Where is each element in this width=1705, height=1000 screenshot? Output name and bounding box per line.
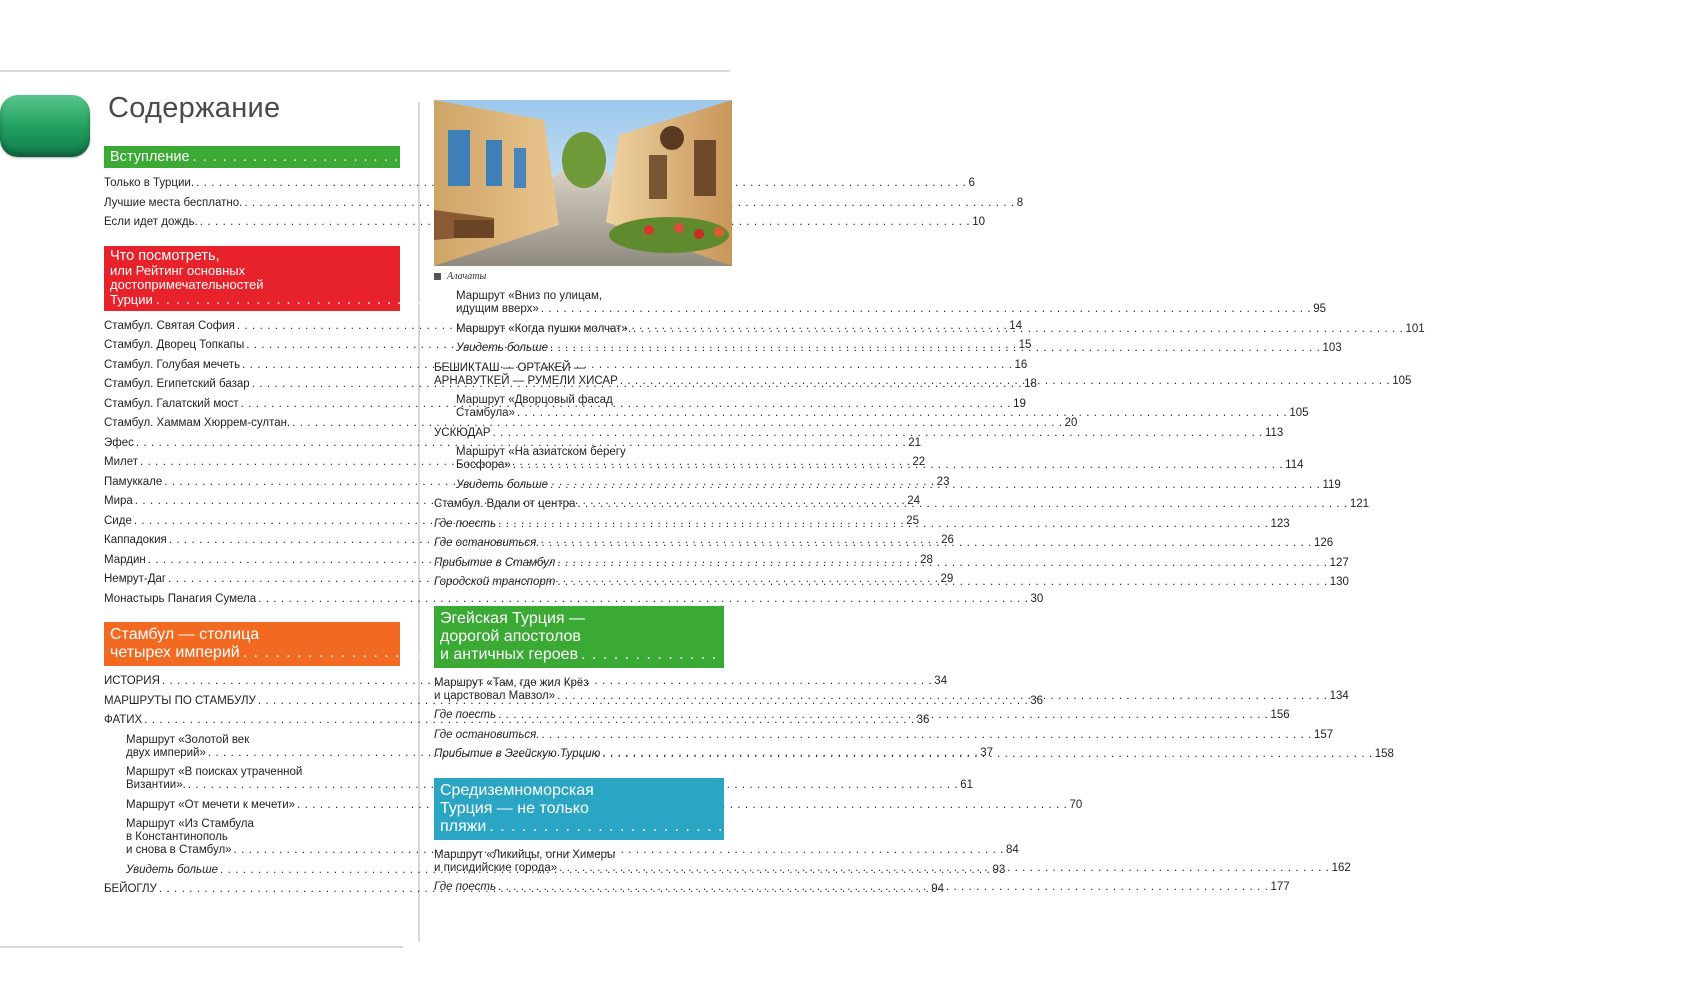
entry-page: 157 bbox=[1313, 728, 1334, 741]
entry-title-line: и царствовал Мавзол» bbox=[434, 689, 556, 702]
entry-title: Эфес bbox=[104, 436, 134, 449]
section-title-line: Стамбул — столица bbox=[110, 626, 260, 643]
entry-title: МАРШРУТЫ ПО СТАМБУЛУ bbox=[104, 694, 256, 707]
chapter-tab bbox=[0, 95, 90, 157]
entry-title-line: Маршрут «На азиатском берегу bbox=[456, 446, 626, 458]
toc-entry[interactable] bbox=[434, 426, 1284, 440]
entry-page: 93 bbox=[992, 863, 1006, 876]
entry-page: 114 bbox=[1285, 459, 1304, 471]
leader-dots bbox=[620, 375, 1390, 388]
leader-dots bbox=[557, 557, 1327, 570]
entry-title: Где поесть bbox=[434, 709, 497, 721]
entry-page: 134 bbox=[1329, 689, 1349, 702]
entry-page: 105 bbox=[1392, 374, 1412, 387]
section-title-line: дорогой апостолов bbox=[440, 627, 581, 645]
toc-entry[interactable] bbox=[434, 728, 1334, 742]
section-title-line: достопримечательностей bbox=[110, 276, 264, 292]
entry-page: 130 bbox=[1329, 576, 1349, 588]
section-title-line: Турции bbox=[110, 291, 153, 307]
entry-page: 8 bbox=[1016, 196, 1024, 209]
section-page: 133 bbox=[1678, 645, 1705, 663]
section-gap bbox=[104, 612, 400, 622]
section-header[interactable] bbox=[104, 146, 1215, 168]
entry-title: Мардин bbox=[104, 553, 146, 566]
entry-title: Каппадокия bbox=[104, 534, 167, 546]
top-rule bbox=[0, 70, 730, 72]
toc-entry[interactable] bbox=[104, 177, 975, 190]
leader-dots bbox=[633, 323, 1403, 336]
section-gap bbox=[104, 236, 400, 246]
entry-title: Где поесть bbox=[434, 881, 497, 893]
entry-title: УСКЮДАР bbox=[434, 426, 491, 439]
section-gap bbox=[434, 596, 724, 606]
leader-dots bbox=[513, 459, 1283, 472]
entry-page: 6 bbox=[968, 177, 975, 189]
entry-page: 29 bbox=[940, 573, 954, 585]
leader-dots bbox=[542, 729, 1312, 742]
section-page: 33 bbox=[1340, 644, 1359, 661]
entry-page: 24 bbox=[907, 495, 920, 507]
leader-dots bbox=[559, 862, 1329, 875]
entry-title: Увидеть больше bbox=[456, 342, 549, 354]
section-leader-dots bbox=[581, 646, 1676, 664]
section-title-line: Турция — не только bbox=[440, 799, 589, 817]
leader-dots bbox=[550, 479, 1320, 492]
entry-page: 28 bbox=[920, 553, 933, 566]
entry-page: 94 bbox=[931, 883, 945, 895]
leader-dots bbox=[602, 748, 1372, 761]
entry-page: 101 bbox=[1405, 322, 1425, 335]
entry-title: Стамбул. Дворец Топкапы bbox=[104, 339, 245, 351]
section-title-line: четырех империй bbox=[110, 644, 240, 661]
section-title-line: пляжи bbox=[440, 817, 487, 835]
entry-page: 21 bbox=[908, 436, 922, 449]
toc-entry[interactable] bbox=[104, 216, 985, 229]
toc-entry[interactable] bbox=[104, 592, 1044, 606]
caption-square-icon bbox=[434, 273, 441, 280]
entry-page: 103 bbox=[1322, 342, 1342, 354]
leader-dots bbox=[577, 498, 1347, 511]
section-page: 4 bbox=[1206, 149, 1215, 165]
entry-title: Стамбул. Вдали от центра bbox=[434, 498, 576, 510]
leader-dots bbox=[517, 407, 1287, 420]
page-title: Содержание bbox=[108, 92, 281, 124]
entry-title: Где поесть bbox=[434, 517, 497, 530]
leader-dots bbox=[542, 537, 1312, 550]
entry-page: 126 bbox=[1313, 537, 1334, 549]
entry-title: Стамбул. Святая София bbox=[104, 319, 235, 332]
entry-title: Стамбул. Галатский мост bbox=[104, 397, 239, 410]
entry-page: 25 bbox=[906, 514, 920, 527]
leader-dots bbox=[498, 709, 1268, 722]
entry-title-line: двух империй» bbox=[126, 746, 206, 759]
section-title-line: Что посмотреть, bbox=[110, 247, 220, 264]
entry-page: 16 bbox=[1014, 358, 1028, 371]
entry-title: Городской транспорт bbox=[434, 576, 556, 588]
entry-page: 127 bbox=[1329, 556, 1349, 569]
entry-page: 119 bbox=[1322, 478, 1341, 491]
entry-page: 36 bbox=[1030, 694, 1044, 707]
section-page: 161 bbox=[1586, 817, 1614, 835]
entry-title: Увидеть больше bbox=[126, 863, 219, 876]
entry-title-line: БЕШИКТАШ — ОРТАКЕЙ — bbox=[434, 361, 586, 374]
entry-title: Если идет дождь. bbox=[104, 216, 198, 228]
entry-title: Маршрут «Когда пушки молчат». bbox=[456, 322, 632, 335]
toc-entry[interactable] bbox=[104, 196, 1024, 210]
entry-title: Милет bbox=[104, 456, 138, 468]
toc-entry[interactable] bbox=[104, 436, 922, 450]
entry-title-line: Византии». bbox=[126, 779, 186, 791]
entry-title: Прибытие в Эгейскую Турцию bbox=[434, 748, 601, 760]
entry-title-line: идущим вверх» bbox=[456, 303, 539, 315]
entry-page: 34 bbox=[934, 675, 948, 687]
leader-dots bbox=[498, 881, 1268, 894]
leader-dots bbox=[557, 576, 1327, 589]
entry-page: 15 bbox=[1018, 339, 1032, 351]
entry-title-line: Маршрут «Золотой век bbox=[126, 733, 250, 746]
entry-title-line: АРНАВУТКЕЙ — РУМЕЛИ ХИСАР bbox=[434, 374, 618, 387]
entry-title-line: и писидийские города» bbox=[434, 861, 558, 874]
section-title-line: Эгейская Турция — bbox=[440, 609, 585, 627]
photo-alacati bbox=[434, 100, 732, 266]
entry-page: 14 bbox=[1009, 319, 1023, 332]
section-header[interactable] bbox=[434, 606, 1705, 668]
entry-title-line: Маршрут «Дворцовый фасад bbox=[456, 394, 613, 406]
entry-page: 113 bbox=[1264, 426, 1284, 439]
entry-page: 26 bbox=[941, 534, 954, 546]
leader-dots bbox=[557, 690, 1327, 703]
entry-page: 37 bbox=[980, 746, 994, 759]
photo-caption bbox=[434, 271, 486, 282]
entry-page: 18 bbox=[1024, 378, 1037, 390]
entry-title: Где остановиться. bbox=[434, 537, 540, 549]
street-photo-illustration bbox=[434, 100, 732, 266]
entry-page: 10 bbox=[972, 216, 985, 228]
leader-dots bbox=[541, 303, 1311, 316]
entry-title: ФАТИХ bbox=[104, 714, 143, 726]
entry-title-line: Маршрут «В поисках утраченной bbox=[126, 766, 303, 778]
entry-title-line: и снова в Стамбул» bbox=[126, 844, 232, 856]
entry-title-line: в Константинополь bbox=[126, 831, 228, 843]
toc-entry[interactable] bbox=[104, 417, 1078, 430]
entry-title-line: Маршрут «Из Стамбула bbox=[126, 818, 254, 830]
entry-page: 22 bbox=[912, 456, 926, 468]
entry-page: 177 bbox=[1270, 881, 1290, 893]
entry-page: 105 bbox=[1289, 407, 1309, 419]
entry-title: Стамбул. Хаммам Хюррем-султан. bbox=[104, 417, 291, 429]
entry-title: ИСТОРИЯ bbox=[104, 675, 160, 687]
section-title-line: и античных героев bbox=[440, 645, 579, 663]
entry-title-line: Стамбула» bbox=[456, 407, 515, 419]
entry-page: 36 bbox=[916, 714, 930, 726]
toc-entry[interactable] bbox=[434, 537, 1334, 550]
leader-dots bbox=[550, 342, 1320, 355]
entry-page: 84 bbox=[1005, 844, 1019, 856]
section-title-line: Средиземноморская bbox=[440, 781, 594, 799]
entry-title-line: Маршрут «Вниз по улицам, bbox=[456, 290, 603, 302]
entry-title: Немрут-Даг bbox=[104, 573, 167, 585]
entry-page: 156 bbox=[1270, 709, 1290, 721]
entry-title: Стамбул. Египетский базар bbox=[104, 378, 250, 390]
entry-title: БЕЙОГЛУ bbox=[104, 883, 157, 895]
entry-page: 162 bbox=[1331, 861, 1351, 874]
entry-title: Маршрут «От мечети к мечети» bbox=[126, 798, 296, 811]
entry-title: Прибытие в Стамбул bbox=[434, 556, 556, 569]
entry-page: 158 bbox=[1374, 748, 1394, 760]
entry-page: 95 bbox=[1313, 303, 1326, 315]
entry-title-line: Босфора» bbox=[456, 459, 511, 471]
entry-page: 123 bbox=[1270, 517, 1290, 530]
entry-title: Только в Турции. bbox=[104, 177, 195, 189]
entry-page: 121 bbox=[1349, 498, 1369, 510]
leader-dots bbox=[498, 518, 1268, 531]
section-page: 13 bbox=[1169, 291, 1186, 308]
entry-title-line: Маршрут «Там, где жил Крёз bbox=[434, 676, 589, 689]
entry-title: Монастырь Панагия Сумела bbox=[104, 592, 257, 605]
entry-title: Лучшие места бесплатно. bbox=[104, 196, 243, 209]
section-gap bbox=[434, 768, 724, 778]
leader-dots bbox=[493, 427, 1263, 440]
entry-title: Увидеть больше bbox=[456, 478, 549, 491]
caption-text: Алачаты bbox=[447, 271, 487, 282]
entry-page: 70 bbox=[1069, 798, 1083, 811]
section-title-line: или Рейтинг основных bbox=[110, 262, 246, 278]
entry-title: Мира bbox=[104, 495, 133, 507]
entry-page: 30 bbox=[1030, 592, 1044, 605]
entry-title: Памуккале bbox=[104, 475, 163, 488]
entry-title-line: Маршрут «Ликийцы, огни Химеры bbox=[434, 848, 616, 861]
entry-page: 19 bbox=[1013, 397, 1026, 410]
entry-title: Где остановиться. bbox=[434, 728, 540, 741]
entry-title: Стамбул. Голубая мечеть bbox=[104, 358, 241, 371]
section-title-line: Вступление bbox=[110, 149, 190, 165]
entry-page: 20 bbox=[1064, 417, 1078, 429]
entry-title: Сиде bbox=[104, 514, 132, 527]
entry-page: 23 bbox=[936, 475, 950, 488]
section-leader-dots bbox=[489, 818, 1584, 836]
entry-page: 61 bbox=[960, 779, 974, 791]
bottom-rule bbox=[0, 946, 403, 948]
